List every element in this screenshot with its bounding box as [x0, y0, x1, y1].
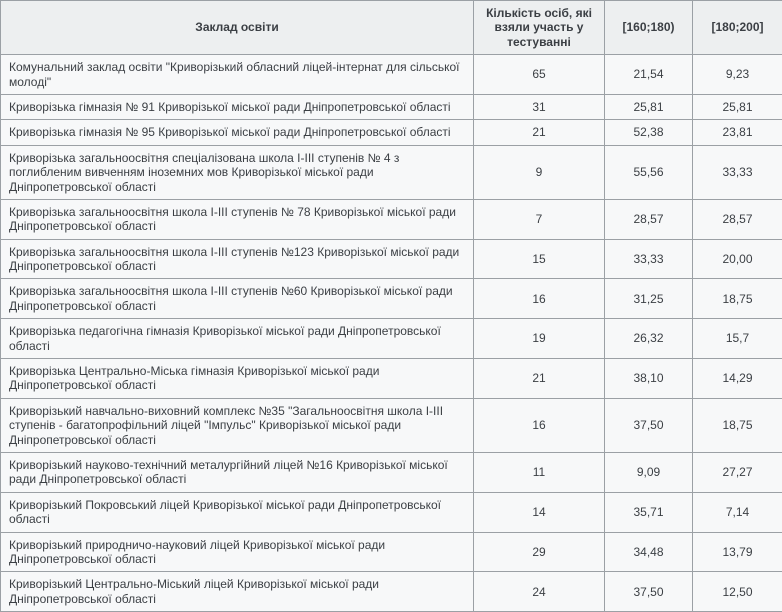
participants-cell: 14: [474, 492, 605, 532]
range-160-180-cell: 55,56: [605, 145, 693, 199]
range-160-180-cell: 37,50: [605, 572, 693, 612]
range-180-200-cell: 33,33: [693, 145, 782, 199]
range-160-180-cell: 52,38: [605, 120, 693, 145]
table-row: [1, 398, 782, 452]
participants-cell: 16: [474, 279, 605, 319]
range-180-200-cell: 27,27: [693, 452, 782, 492]
range-160-180-cell: 34,48: [605, 532, 693, 572]
range-160-180-cell: 9,09: [605, 452, 693, 492]
school-name-cell: Криворізька Центрально-Міська гімназія Криворізької міської ради Дніпропетровської області: [1, 359, 474, 399]
school-name-cell: Криворізький науково-технічний металургійний ліцей №16 Криворізької міської ради Дніпропетровської області: [1, 452, 474, 492]
range-180-200-cell: 28,57: [693, 199, 782, 239]
table-row: [1, 199, 782, 239]
participants-cell: 11: [474, 452, 605, 492]
school-name-cell: Комунальний заклад освіти "Криворізький обласний ліцей-інтернат для сільської молоді": [1, 55, 474, 95]
school-name-cell: Криворізька загальноосвітня школа І-ІІІ ступенів №123 Криворізької міської ради Дніпропетровської області: [1, 239, 474, 279]
table-row: [1, 55, 782, 95]
table-row: [1, 572, 782, 612]
table-row: [1, 532, 782, 572]
table-row: [1, 94, 782, 119]
participants-cell: 24: [474, 572, 605, 612]
school-name-cell: Криворізька загальноосвітня школа І-ІІІ ступенів № 78 Криворізької міської ради Дніпропетровської області: [1, 199, 474, 239]
participants-cell: 16: [474, 398, 605, 452]
participants-cell: 7: [474, 199, 605, 239]
range-160-180-cell: 38,10: [605, 359, 693, 399]
table-row: [1, 239, 782, 279]
column-header-school: Заклад освіти: [1, 1, 474, 55]
column-header-range-180-200: [180;200]: [693, 1, 782, 55]
range-160-180-cell: 31,25: [605, 279, 693, 319]
range-180-200-cell: 18,75: [693, 279, 782, 319]
table-row: [1, 120, 782, 145]
school-name-cell: Криворізький навчально-виховний комплекс №35 "Загальноосвітня школа І-ІІІ ступенів - багатопрофільний ліцей "Імпульс" Криворізької міської ради Дніпропетровської області: [1, 398, 474, 452]
school-name-cell: Криворізька загальноосвітня спеціалізована школа І-ІІІ ступенів № 4 з поглибленим вивченням іноземних мов Криворізької міської ради Дніпропетровської області: [1, 145, 474, 199]
range-160-180-cell: 28,57: [605, 199, 693, 239]
table-row: [1, 359, 782, 399]
school-name-cell: Криворізька гімназія № 91 Криворізької міської ради Дніпропетровської області: [1, 94, 474, 119]
table-row: [1, 279, 782, 319]
range-160-180-cell: 37,50: [605, 398, 693, 452]
participants-cell: 9: [474, 145, 605, 199]
school-name-cell: Криворізький природничо-науковий ліцей Криворізької міської ради Дніпропетровської області: [1, 532, 474, 572]
range-160-180-cell: 25,81: [605, 94, 693, 119]
range-180-200-cell: 15,7: [693, 319, 782, 359]
participants-cell: 21: [474, 359, 605, 399]
range-180-200-cell: 14,29: [693, 359, 782, 399]
school-name-cell: Криворізька педагогічна гімназія Криворізької міської ради Дніпропетровської області: [1, 319, 474, 359]
range-180-200-cell: 12,50: [693, 572, 782, 612]
school-name-cell: Криворізька гімназія № 95 Криворізької міської ради Дніпропетровської області: [1, 120, 474, 145]
table-row: [1, 492, 782, 532]
range-180-200-cell: 20,00: [693, 239, 782, 279]
column-header-participants: Кількість осіб, які взяли участь у тестуванні: [474, 1, 605, 55]
range-180-200-cell: 9,23: [693, 55, 782, 95]
range-180-200-cell: 18,75: [693, 398, 782, 452]
header-row: [1, 1, 782, 55]
school-name-cell: Криворізька загальноосвітня школа І-ІІІ ступенів №60 Криворізької міської ради Дніпропетровської області: [1, 279, 474, 319]
range-180-200-cell: 13,79: [693, 532, 782, 572]
range-160-180-cell: 26,32: [605, 319, 693, 359]
participants-cell: 29: [474, 532, 605, 572]
table-row: [1, 452, 782, 492]
participants-cell: 15: [474, 239, 605, 279]
range-160-180-cell: 21,54: [605, 55, 693, 95]
range-180-200-cell: 7,14: [693, 492, 782, 532]
table-row: [1, 145, 782, 199]
school-name-cell: Криворізький Покровський ліцей Криворізької міської ради Дніпропетровської області: [1, 492, 474, 532]
range-180-200-cell: 23,81: [693, 120, 782, 145]
table-row: [1, 319, 782, 359]
participants-cell: 65: [474, 55, 605, 95]
column-header-range-160-180: [160;180): [605, 1, 693, 55]
range-160-180-cell: 33,33: [605, 239, 693, 279]
school-name-cell: Криворізький Центрально-Міський ліцей Криворізької міської ради Дніпропетровської області: [1, 572, 474, 612]
participants-cell: 21: [474, 120, 605, 145]
range-160-180-cell: 35,71: [605, 492, 693, 532]
participants-cell: 19: [474, 319, 605, 359]
range-180-200-cell: 25,81: [693, 94, 782, 119]
participants-cell: 31: [474, 94, 605, 119]
